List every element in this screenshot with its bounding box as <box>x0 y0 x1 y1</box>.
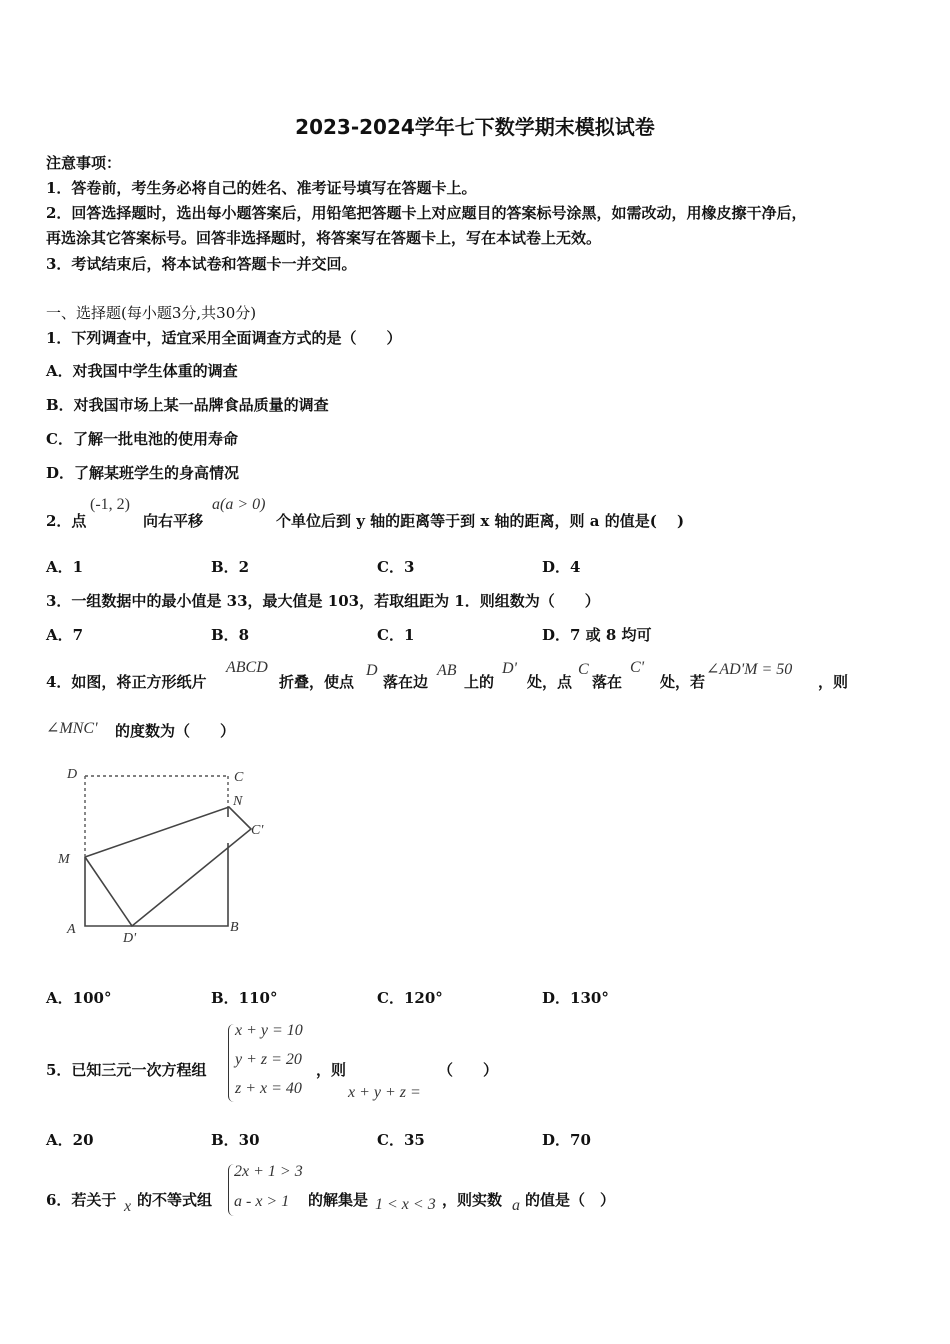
question-5-option-d: D．70 <box>542 1131 591 1149</box>
section-heading: 一、选择题(每小题3分,共30分) <box>46 304 257 322</box>
question-4-option-a: A．100° <box>46 989 112 1007</box>
question-3-option-d: D．7 或 8 均可 <box>542 626 652 644</box>
question-6-solution: 1 < x < 3 <box>375 1196 436 1213</box>
vertex-label-a: A <box>67 922 76 937</box>
inequality-line: a - x > 1 <box>234 1193 290 1210</box>
question-4-math: ∠MNC' <box>46 720 98 737</box>
question-1-stem: 1．下列调查中，适宜采用全面调查方式的是（ ） <box>46 329 402 347</box>
question-1-option-c: C．了解一批电池的使用寿命 <box>46 430 238 448</box>
question-2-option-c: C．3 <box>377 558 415 576</box>
question-4-text: 处，点 <box>527 673 573 691</box>
notice-item: 再选涂其它答案标号。回答非选择题时，将答案写在答题卡上，写在本试卷上无效。 <box>46 229 602 247</box>
equation-line: z + x = 40 <box>235 1080 302 1097</box>
question-4-text: 的度数为（ ） <box>115 722 236 740</box>
question-6-text: 的解集是 <box>308 1191 369 1209</box>
question-4-text: 上的 <box>464 673 495 691</box>
question-2-option-a: A．1 <box>46 558 84 576</box>
question-4-text: 落在 <box>592 673 623 691</box>
question-4-math: AB <box>437 662 457 679</box>
equation-system-brace <box>228 1024 235 1102</box>
question-5-expression: x + y + z = <box>348 1084 421 1101</box>
question-6-variable: a <box>512 1197 520 1214</box>
question-1-option-a: A．对我国中学生体重的调查 <box>46 362 238 380</box>
question-5-text: 5．已知三元一次方程组 <box>46 1061 207 1079</box>
question-6-text: 的值是（ ） <box>525 1191 616 1209</box>
question-4-math: C <box>578 661 589 678</box>
question-4-text: ，则 <box>818 673 849 691</box>
page-title: 2023-2024学年七下数学期末模拟试卷 <box>295 115 655 139</box>
question-3-stem: 3．一组数据中的最小值是 33，最大值是 103，若取组距为 1．则组数为（ ） <box>46 592 600 610</box>
question-3-option-b: B．8 <box>211 626 250 644</box>
question-4-math: D' <box>502 660 517 677</box>
question-2-text: 向右平移 <box>143 512 204 530</box>
vertex-label-d-prime: D' <box>123 931 137 946</box>
equation-line: x + y = 10 <box>235 1022 303 1039</box>
notice-heading: 注意事项： <box>46 154 122 172</box>
question-3-option-a: A．7 <box>46 626 84 644</box>
question-1-option-d: D．了解某班学生的身高情况 <box>46 464 240 482</box>
question-5-option-a: A．20 <box>46 1131 94 1149</box>
question-4-text: 4．如图，将正方形纸片 <box>46 673 207 691</box>
question-2-option-d: D．4 <box>542 558 581 576</box>
question-6-text: ，则实数 <box>442 1191 503 1209</box>
vertex-label-d: D <box>67 767 78 782</box>
question-2-text: 2．点 <box>46 512 87 530</box>
question-4-option-c: C．120° <box>377 989 443 1007</box>
square-fold-figure <box>55 760 285 950</box>
inequality-line: 2x + 1 > 3 <box>234 1163 303 1180</box>
question-2-point: (-1, 2) <box>90 496 130 513</box>
vertex-label-n: N <box>233 794 243 809</box>
question-4-text: 折叠，使点 <box>279 673 355 691</box>
question-4-math: C' <box>630 659 645 676</box>
question-4-text: 处，若 <box>660 673 706 691</box>
vertex-label-b: B <box>230 920 239 935</box>
vertex-label-m: M <box>58 852 70 867</box>
vertex-label-c: C <box>234 770 244 785</box>
question-5-text: ，则 <box>316 1061 347 1079</box>
question-4-math: ABCD <box>226 659 268 676</box>
notice-item: 2．回答选择题时，选出每小题答案后，用铅笔把答题卡上对应题目的答案标号涂黑，如需改动，用橡皮擦干净后， <box>46 204 807 222</box>
question-2-option-b: B．2 <box>211 558 250 576</box>
question-4-text: 落在边 <box>383 673 429 691</box>
question-5-text: （ ） <box>438 1061 499 1079</box>
question-6-text: 的不等式组 <box>137 1191 213 1209</box>
question-2-text: 个单位后到 y 轴的距离等于到 x 轴的距离，则 a 的值是( ) <box>276 512 685 530</box>
question-5-option-b: B．30 <box>211 1131 260 1149</box>
question-1-option-b: B．对我国市场上某一品牌食品质量的调查 <box>46 396 329 414</box>
question-6-text: 6．若关于 <box>46 1191 117 1209</box>
notice-item: 3．考试结束后，将本试卷和答题卡一并交回。 <box>46 255 357 273</box>
question-3-option-c: C．1 <box>377 626 415 644</box>
vertex-label-c-prime: C' <box>251 823 264 838</box>
question-5-option-c: C．35 <box>377 1131 425 1149</box>
question-4-option-d: D．130° <box>542 989 609 1007</box>
question-4-math: D <box>366 662 378 679</box>
question-4-option-b: B．110° <box>211 989 278 1007</box>
question-2-shift: a(a > 0) <box>212 496 266 513</box>
notice-item: 1．答卷前，考生务必将自己的姓名、准考证号填写在答题卡上。 <box>46 179 477 197</box>
equation-line: y + z = 20 <box>235 1051 302 1068</box>
question-6-variable: x <box>124 1198 132 1215</box>
question-4-math: ∠AD'M = 50 <box>706 661 793 678</box>
